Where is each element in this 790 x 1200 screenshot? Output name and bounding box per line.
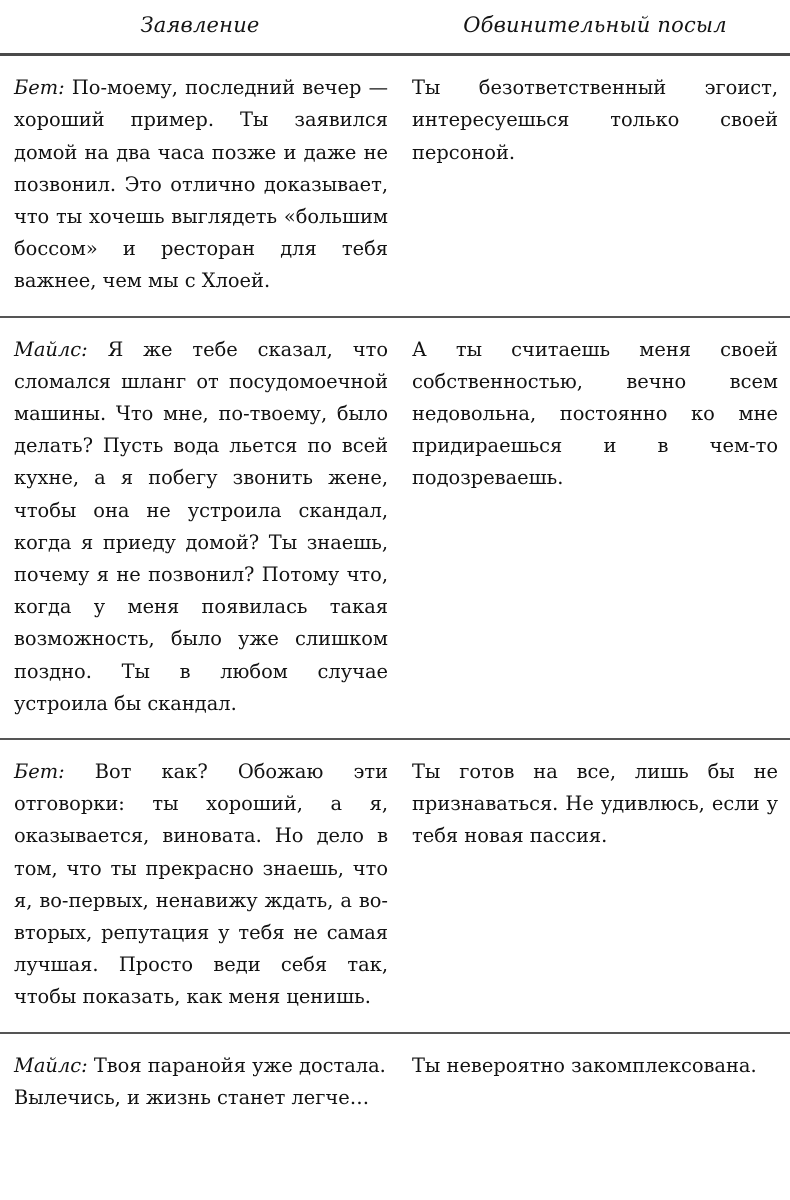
table-header-cell-statement	[0, 0, 400, 53]
speaker-label: Майлс:	[14, 1053, 88, 1077]
statement-cell	[0, 1034, 400, 1132]
accusation-cell	[400, 740, 790, 1032]
accusation-cell	[400, 56, 790, 315]
statement-text: По-моему, последний вечер — хороший пример. Ты заявился домой на два часа позже и даже не позвонил. Это отлично доказывает, что ты хочешь выглядеть «большим боссом» и ресторан для тебя важнее, чем мы с Хлоей.	[14, 76, 388, 293]
table-row	[0, 56, 790, 315]
accusation-paragraph: А ты считаешь меня своей собственностью, вечно всем недовольна, постоянно ко мне придираешься и в чем-то подозреваешь.	[412, 337, 778, 490]
accusation-paragraph: Ты невероятно закомплексована.	[412, 1053, 757, 1077]
statement-text: Я же тебе сказал, что сломался шланг от посудомоечной машины. Что мне, по-твоему, было делать? Пусть вода льется по всей кухне, а я побегу звонить жене, чтобы она не устроила скандал, когда я приеду домой? Ты знаешь, почему я не позвонил? Потому что, когда у меня появилась такая возможность, было уже слишком поздно. Ты в любом случае устроила бы скандал.	[14, 337, 388, 715]
speaker-label: Бет:	[14, 76, 65, 100]
statement-paragraph	[14, 334, 388, 720]
column-header-statement: Заявление	[140, 13, 260, 37]
statement-cell	[0, 56, 400, 315]
statement-paragraph	[14, 1050, 388, 1114]
statement-cell	[0, 740, 400, 1032]
statement-text: Твоя паранойя уже достала. Вылечись, и жизнь станет легче…	[14, 1053, 386, 1109]
table-row	[0, 1034, 790, 1132]
table-header-cell-accusation	[400, 0, 790, 53]
speaker-label: Майлс:	[14, 337, 88, 361]
accusation-paragraph: Ты безответственный эгоист, интересуешься только своей персоной.	[412, 76, 778, 164]
table-row	[0, 740, 790, 1032]
table-header-row	[0, 0, 790, 53]
speaker-label: Бет:	[14, 759, 65, 783]
accusation-paragraph: Ты готов на все, лишь бы не признаваться. Не удивлюсь, если у тебя новая пассия.	[412, 759, 778, 848]
column-header-accusation: Обвинительный посыл	[463, 13, 727, 37]
accusation-cell	[400, 1034, 790, 1132]
statement-paragraph	[14, 72, 388, 297]
statement-paragraph	[14, 756, 388, 1014]
statement-text: Вот как? Обожаю эти отговорки: ты хороший, а я, оказывается, виновата. Но дело в том, что ты прекрасно знаешь, что я, во-первых, ненавижу ждать, а во-вторых, репутация у тебя не самая лучшая. Просто веди себя так, чтобы показать, как меня ценишь.	[14, 759, 388, 1009]
statement-cell	[0, 318, 400, 738]
table-row	[0, 318, 790, 738]
accusation-cell	[400, 318, 790, 738]
